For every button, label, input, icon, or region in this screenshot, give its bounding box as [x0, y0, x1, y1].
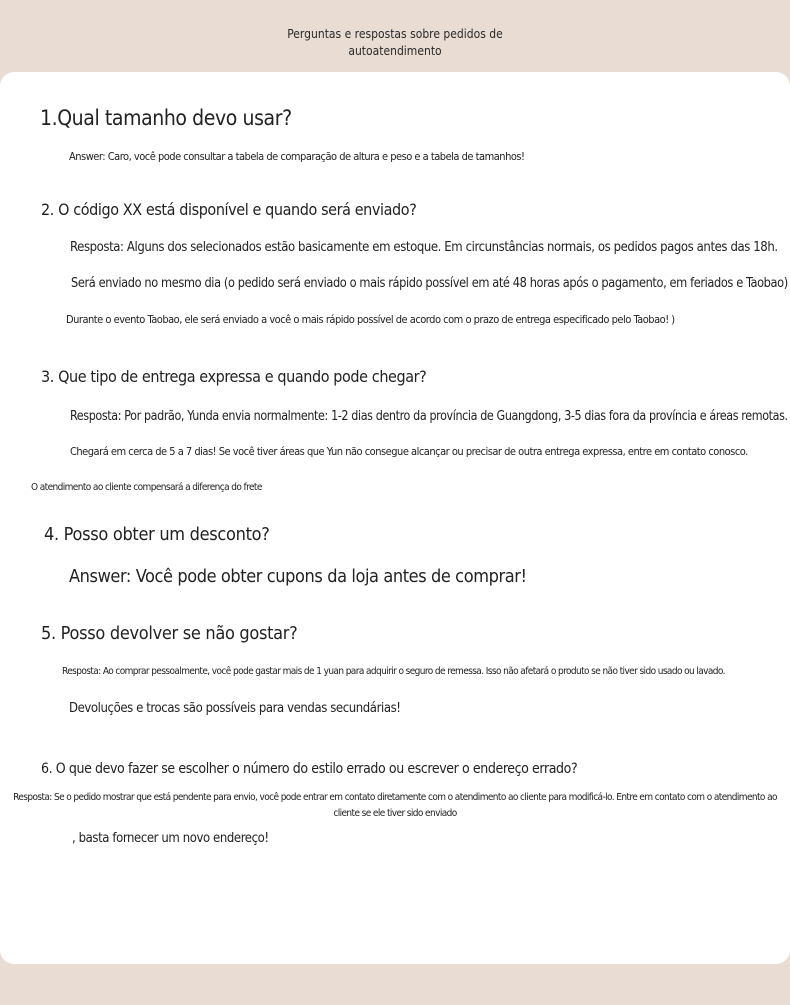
answer-5-line-1: Resposta: Ao comprar pessoalmente, você pode gastar mais de 1 yuan para adquirir o seguro de remessa. Isso não afetará o produto se não tiver sido usado ou lavado.	[62, 666, 725, 677]
faq-card	[0, 72, 790, 964]
answer-6-block	[0, 790, 790, 822]
answer-5-line-2: Devoluções e trocas são possíveis para vendas secundárias!	[69, 701, 401, 716]
question-6: 6. O que devo fazer se escolher o número do estilo errado ou escrever o endereço errado?	[41, 761, 578, 777]
answer-6-line-3: , basta fornecer um novo endereço!	[72, 831, 269, 846]
page-title-line-1: Perguntas e respostas sobre pedidos de	[287, 27, 503, 41]
answer-6-line-2: cliente se ele tiver sido enviado	[333, 808, 457, 819]
question-3: 3. Que tipo de entrega expressa e quando pode chegar?	[41, 367, 427, 386]
answer-4: Answer: Você pode obter cupons da loja antes de comprar!	[69, 566, 527, 587]
answer-6-line-1: Resposta: Se o pedido mostrar que está pendente para envio, você pode entrar em contato diretamente com o atendimento ao cliente para modificá-lo. Entre em contato com o atendimento ao	[13, 792, 777, 803]
answer-3-line-2: Chegará em cerca de 5 a 7 dias! Se você tiver áreas que Yun não consegue alcançar ou precisar de outra entrega expressa, entre em contato conosco.	[70, 445, 748, 458]
question-5: 5. Posso devolver se não gostar?	[41, 623, 298, 644]
question-4: 4. Posso obter um desconto?	[44, 524, 270, 545]
page-title-line-2: autoatendimento	[348, 44, 442, 58]
answer-1: Answer: Caro, você pode consultar a tabela de comparação de altura e peso e a tabela de tamanhos!	[69, 150, 525, 163]
answer-2-line-1: Resposta: Alguns dos selecionados estão basicamente em estoque. Em circunstâncias normais, os pedidos pagos antes das 18h.	[70, 240, 778, 255]
answer-2-line-3: Durante o evento Taobao, ele será enviado a você o mais rápido possível de acordo com o prazo de entrega especificado pelo Taobao! )	[66, 313, 675, 326]
question-2: 2. O código XX está disponível e quando será enviado?	[41, 200, 417, 219]
question-1: 1.Qual tamanho devo usar?	[40, 106, 292, 130]
answer-2-line-2: Será enviado no mesmo dia (o pedido será enviado o mais rápido possível em até 48 horas após o pagamento, em feriados e Taobao)	[71, 276, 788, 291]
page-title	[0, 26, 790, 60]
answer-3-line-1: Resposta: Por padrão, Yunda envia normalmente: 1-2 dias dentro da província de Guangdong, 3-5 dias fora da província e áreas remotas.	[70, 409, 788, 424]
answer-3-line-3: O atendimento ao cliente compensará a diferença do frete	[31, 482, 262, 493]
